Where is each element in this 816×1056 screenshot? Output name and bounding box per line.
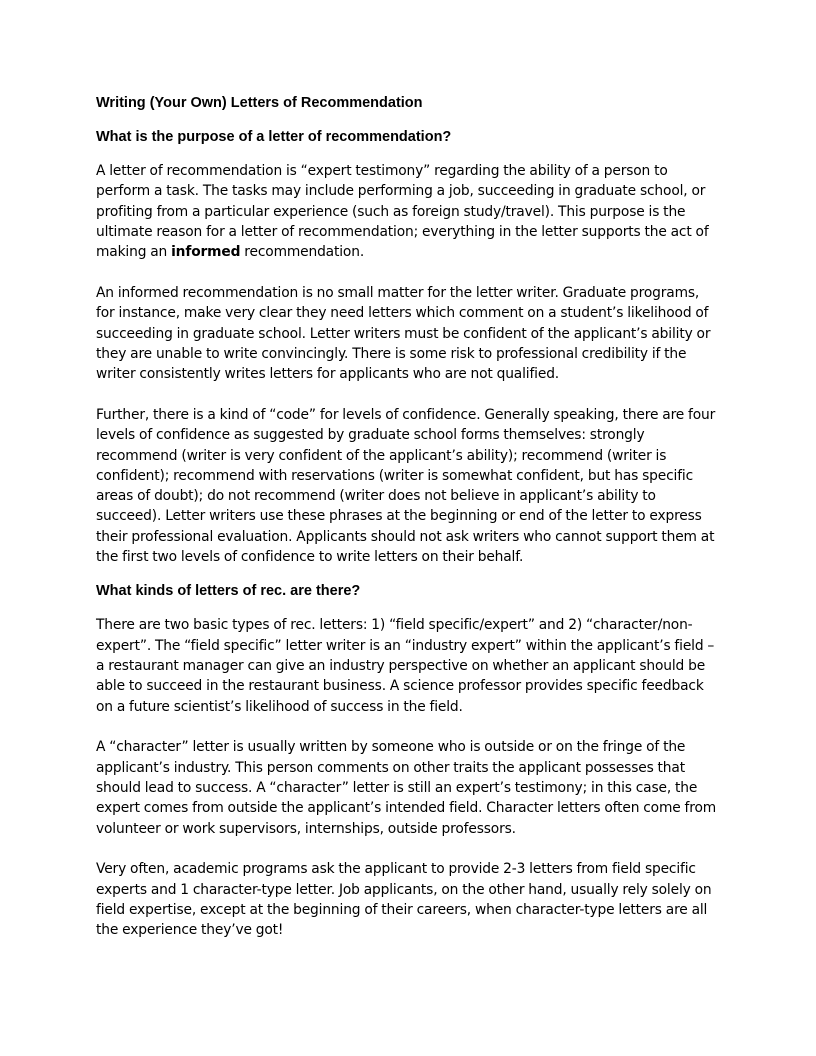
section-heading-purpose: What is the purpose of a letter of recommendation?	[96, 129, 452, 145]
section-heading-kinds: What kinds of letters of rec. are there?	[96, 583, 361, 600]
paragraph-academic-programs: Very often, academic programs ask the applicant to provide 2-3 letters from field specific experts and 1 character-type letter. Job applicants, on the other hand, usually rely solely on field expertise, except at the beginning of their careers, when character-type letters are all the experience they’ve got!	[96, 861, 712, 939]
bold-emphasis-informed: informed	[171, 244, 241, 261]
paragraph-confidence-code: Further, there is a kind of “code” for levels of confidence. Generally speaking, there are four levels of confidence as suggested by graduate school forms themselves: strongly recommend (writer is very confident of the applicant’s ability); recommend (writer is confident); recommend with reservations (writer is somewhat confident, but has specific areas of doubt); do not recommend (writer does not believe in applicant’s ability to succeed). Letter writers use these phrases at the beginning or end of the letter to express their professional evaluation. Applicants should not ask writers who cannot support them at the first two levels of confidence to write letters on their behalf.	[96, 406, 716, 566]
paragraph-text: A letter of recommendation is “expert testimony” regarding the ability of a person to perform a task. The tasks may include performing a job, succeeding in graduate school, or profiting from a particular experience (such as foreign study/travel). This purpose is the ultimate reason for a letter of recommendation; everything in the letter supports the act of making an	[96, 163, 709, 261]
paragraph-text: recommendation.	[240, 244, 365, 261]
paragraph-informed-recommendation: An informed recommendation is no small matter for the letter writer. Graduate programs, for instance, make very clear they need letters which comment on a student’s likelihood of succeeding in graduate school. Letter writers must be confident of the applicant’s ability or they are unable to write convincingly. There is some risk to professional credibility if the writer consistently writes letters for applicants who are not qualified.	[96, 284, 711, 383]
paragraph-purpose-definition	[96, 161, 720, 262]
document-title: Writing (Your Own) Letters of Recommendation	[96, 95, 423, 111]
paragraph-character-letter: A “character” letter is usually written by someone who is outside or on the fringe of the applicant’s industry. This person comments on other traits the applicant possesses that should lead to success. A “character” letter is still an expert’s testimony; in this case, the expert comes from outside the applicant’s intended field. Character letters often come from volunteer or work supervisors, internships, outside professors.	[96, 739, 717, 837]
paragraph-basic-types: There are two basic types of rec. letters: 1) “field specific/expert” and 2) “character/non-expert”. The “field specific” letter writer is an “industry expert” within the applicant’s field – a restaurant manager can give an industry perspective on whether an applicant should be able to succeed in the restaurant business. A science professor provides specific feedback on a future scientist’s likelihood of success in the field.	[96, 617, 715, 715]
document-page	[96, 93, 720, 961]
